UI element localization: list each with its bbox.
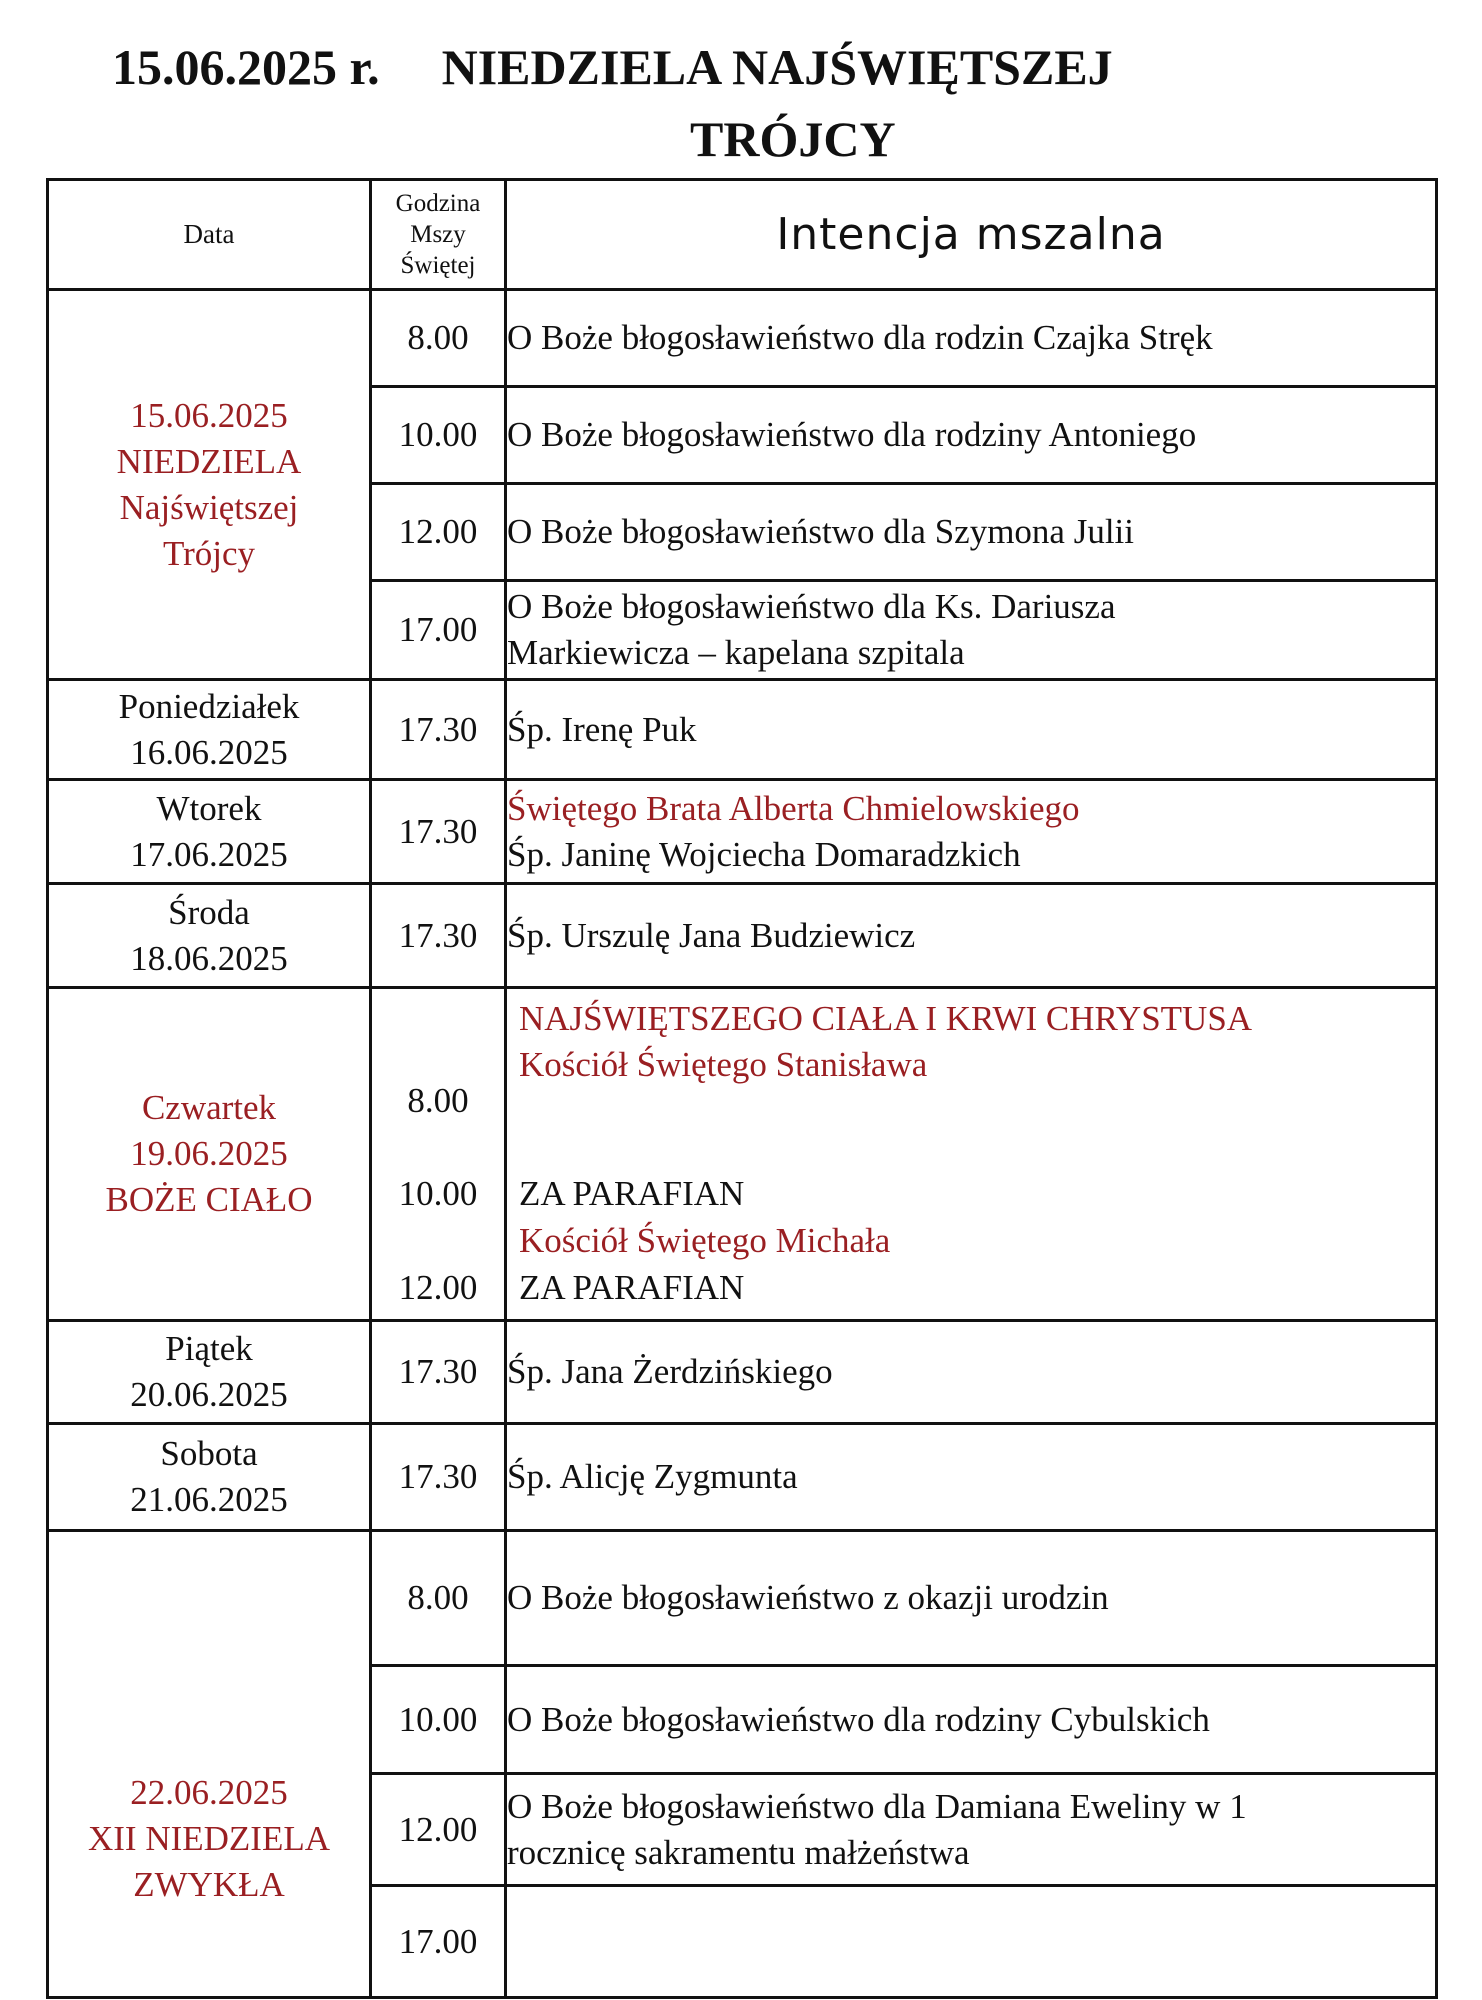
mass-intention: ZA PARAFIAN	[519, 1268, 745, 1307]
table-row	[48, 988, 1437, 1321]
day-name: XII NIEDZIELA	[88, 1819, 330, 1858]
column-header-hour-line1: Godzina	[395, 190, 481, 217]
mass-hour: 12.00	[398, 1268, 478, 1307]
day-cell-sunday-22	[48, 1531, 371, 1998]
mass-intention-line2: rocznicę sakramentu małżeństwa	[507, 1832, 970, 1872]
day-feast: ZWYKŁA	[133, 1865, 285, 1904]
column-header-intention: Intencja mszalna	[506, 180, 1437, 290]
day-cell-saturday	[48, 1424, 371, 1531]
mass-intention: Śp. Urszulę Jana Budziewicz	[506, 884, 1437, 988]
mass-intention: Śp. Alicję Zygmunta	[506, 1424, 1437, 1531]
day-name: Czwartek	[141, 1088, 277, 1127]
day-feast-line2: Trójcy	[162, 533, 256, 573]
mass-hour: 12.00	[371, 484, 506, 581]
mass-hour: 17.00	[371, 581, 506, 680]
day-date: 19.06.2025	[130, 1134, 288, 1173]
day-name: Sobota	[160, 1434, 258, 1473]
mass-hour: 12.00	[371, 1774, 506, 1886]
day-date: 20.06.2025	[130, 1375, 288, 1414]
day-cell-wednesday	[48, 884, 371, 988]
mass-intention: O Boże błogosławieństwo z okazji urodzin	[506, 1531, 1437, 1666]
column-header-hour-line2: Mszy	[410, 221, 466, 248]
mass-hour: 17.30	[371, 780, 506, 884]
title-date: 15.06.2025 r.	[112, 39, 380, 95]
mass-intention: Śp. Jana Żerdzińskiego	[506, 1321, 1437, 1424]
mass-intention	[506, 581, 1437, 680]
day-name: Środa	[168, 892, 250, 932]
day-name: Poniedziałek	[118, 686, 300, 726]
table-row	[48, 680, 1437, 780]
mass-hour: 8.00	[407, 1081, 469, 1120]
day-name: Piątek	[165, 1329, 253, 1368]
table-row	[48, 1424, 1437, 1531]
mass-hour: 17.30	[371, 680, 506, 780]
mass-hour: 17.30	[371, 884, 506, 988]
mass-hour: 17.00	[371, 1886, 506, 1998]
day-date: 16.06.2025	[130, 732, 288, 772]
mass-intention-line2: Markiewicza – kapelana szpitala	[507, 633, 965, 672]
mass-intention: O Boże błogosławieństwo dla rodziny Antoniego	[506, 387, 1437, 484]
mass-hour: 10.00	[398, 1174, 478, 1213]
day-name: Wtorek	[156, 788, 262, 828]
column-header-hour	[371, 180, 506, 290]
table-header-row	[48, 180, 1437, 290]
day-date: 18.06.2025	[130, 938, 288, 978]
day-cell-monday	[48, 680, 371, 780]
mass-intention	[506, 1886, 1437, 1998]
mass-intention-line1: O Boże błogosławieństwo dla Damiana Eweliny w 1	[507, 1786, 1247, 1826]
table-row	[48, 1531, 1437, 1666]
feast-label: Świętego Brata Alberta Chmielowskiego	[507, 788, 1080, 828]
mass-intention-line1: O Boże błogosławieństwo dla Ks. Dariusza	[507, 587, 1116, 626]
day-cell-friday	[48, 1321, 371, 1424]
day-cell-sunday-15	[48, 290, 371, 680]
day-name: NIEDZIELA	[116, 441, 302, 481]
mass-hour: 8.00	[371, 290, 506, 387]
title-feast-line1: NIEDZIELA NAJŚWIĘTSZEJ	[441, 39, 1113, 95]
mass-hours-stack	[371, 988, 506, 1321]
table-row	[48, 290, 1437, 387]
title-feast-line2: TRÓJCY	[690, 111, 896, 167]
table-row	[48, 1321, 1437, 1424]
church-label: Kościół Świętego Michała	[519, 1221, 891, 1260]
mass-schedule-table	[46, 178, 1438, 1999]
table-row	[48, 780, 1437, 884]
column-header-hour-line3: Świętej	[400, 252, 476, 279]
mass-intention-line: Śp. Janinę Wojciecha Domaradzkich	[507, 834, 1021, 874]
mass-intention: O Boże błogosławieństwo dla rodziny Cybulskich	[506, 1666, 1437, 1774]
mass-hour: 10.00	[371, 1666, 506, 1774]
day-cell-thursday-corpus-christi	[48, 988, 371, 1321]
mass-hour: 10.00	[371, 387, 506, 484]
mass-intention: ZA PARAFIAN	[519, 1174, 745, 1213]
table-row	[48, 884, 1437, 988]
church-label: Kościół Świętego Stanisława	[519, 1045, 928, 1084]
day-date: 21.06.2025	[130, 1480, 288, 1519]
mass-intentions-stack	[506, 988, 1437, 1321]
day-feast: BOŻE CIAŁO	[105, 1180, 313, 1219]
mass-intention: Śp. Irenę Puk	[506, 680, 1437, 780]
day-cell-tuesday	[48, 780, 371, 884]
mass-hour: 17.30	[371, 1424, 506, 1531]
column-header-date: Data	[48, 180, 371, 290]
mass-hour: 8.00	[371, 1531, 506, 1666]
mass-intention	[506, 1774, 1437, 1886]
mass-intention: O Boże błogosławieństwo dla Szymona Julii	[506, 484, 1437, 581]
day-date: 15.06.2025	[130, 395, 288, 435]
feast-label: NAJŚWIĘTSZEGO CIAŁA I KRWI CHRYSTUSA	[519, 999, 1253, 1038]
mass-hour: 17.30	[371, 1321, 506, 1424]
day-date: 22.06.2025	[130, 1773, 288, 1812]
mass-intention: O Boże błogosławieństwo dla rodzin Czajka Stręk	[506, 290, 1437, 387]
day-date: 17.06.2025	[130, 834, 288, 874]
day-feast-line1: Najświętszej	[119, 487, 299, 527]
mass-intention	[506, 780, 1437, 884]
